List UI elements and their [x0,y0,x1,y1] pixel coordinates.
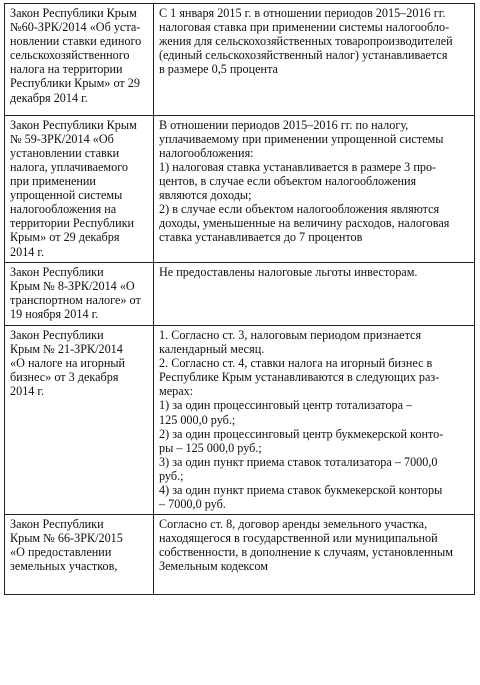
law-reference-line: установлении ставки [10,145,120,160]
law-reference-line: № 59-ЗРК/2014 «Об [10,131,114,146]
law-reference-line: транспортном налоге» от [10,292,141,307]
provision-text-line: ры – 125 000,0 руб.; [159,440,262,455]
provision-text-cell [154,325,475,514]
provision-text-line: руб.; [159,468,184,483]
provision-text-line: налогообложения: [159,145,254,160]
provision-text-line: Земельным кодексом [159,559,269,574]
provision-text-line: Согласно ст. 8, договор аренды земельного участка, [159,517,428,532]
provision-text-line: 1) за один процессинговый центр тотализатора – [159,398,413,413]
provision-text-line: С 1 января 2015 г. в отношении периодов 2015–2016 гг. [159,6,446,20]
provision-text-line: центов, в случае если объектом налогообложения [159,174,417,189]
provision-text-line: мерах: [159,384,194,399]
law-reference-line: налогообложения на [10,202,117,217]
provision-text-line: 3) за один пункт приема ставок тотализатора – 7000,0 [159,454,438,469]
table-body [5,4,475,595]
provision-text-line: уплачиваемому при применении упрощенной системы [159,131,444,146]
provision-text-line: 2) в случае если объектом налогообложения являются [159,202,440,217]
table-row [5,515,475,594]
table-row [5,262,475,325]
law-reference-line: «О налоге на игорный [10,356,126,371]
provision-text-line: (единый сельскохозяйственный налог) устанавливается [159,48,448,63]
provision-text-line: являются доходы; [159,188,252,203]
provision-text-line: Республике Крым устанавливаются в следующих раз- [159,370,440,385]
table-row [5,325,475,514]
law-reference-cell [5,262,154,325]
provision-text-cell [154,262,475,325]
law-reference-line: Крым № 21-ЗРК/2014 [10,342,123,357]
law-table [4,3,475,595]
provision-text-line: находящегося в государственной или муниципальной [159,531,438,546]
law-reference-line: Закон Республики Крым [10,117,137,132]
law-reference-line: №60-ЗРК/2014 «Об уста- [10,20,141,35]
provision-text-cell [154,4,475,116]
law-reference-line: Закон Республики [10,264,104,279]
law-reference-cell [5,325,154,514]
law-reference-line: декабря 2014 г. [10,90,88,105]
provision-text-line: доходы, уменьшенные на величину расходов, налоговая [159,216,450,231]
provision-text-line: ставка устанавливается до 7 процентов [159,230,363,245]
law-reference-line: налога, уплачиваемого [10,159,128,174]
law-reference-line: 2014 г. [10,244,45,259]
provision-text-line: календарный месяц. [159,342,265,357]
law-reference-line: новлении ставки единого [10,34,142,49]
provision-text-cell [154,515,475,594]
law-reference-line: Закон Республики Крым [10,6,137,20]
law-reference-line: сельскохозяйственного [10,48,130,63]
table-row [5,115,475,262]
law-reference-line: налога на территории [10,62,123,77]
law-reference-line: бизнес» от 3 декабря [10,370,119,385]
law-reference-line: 19 ноября 2014 г. [10,306,99,321]
law-reference-cell [5,115,154,262]
provision-text-line: жения для сельскохозяйственных товаропроизводителей [159,34,453,49]
provision-text-line: В отношении периодов 2015–2016 гг. по налогу, [159,117,409,132]
law-reference-cell [5,4,154,116]
provision-text-line: налоговая ставка при применении системы налогообло- [159,20,450,35]
law-reference-line: Крым № 66-ЗРК/2015 [10,531,123,546]
law-reference-line: Закон Республики [10,517,104,532]
law-reference-line: территории Республики [10,216,135,231]
provision-text-line: 1) налоговая ставка устанавливается в размере 3 про- [159,159,437,174]
provision-text-line: в размере 0,5 процента [159,62,278,77]
law-reference-line: упрощенной системы [10,188,123,203]
provision-text-line: 125 000,0 руб.; [159,412,236,427]
provision-text-cell [154,115,475,262]
law-reference-line: при применении [10,174,96,189]
law-reference-line: Республики Крым» от 29 [10,76,140,91]
law-reference-line: «О предоставлении [10,545,112,560]
law-reference-line: Крым № 8-ЗРК/2014 «О [10,278,135,293]
law-reference-line: Закон Республики [10,327,104,342]
provision-text-line: 1. Согласно ст. 3, налоговым периодом признается [159,327,422,342]
provision-text-line: 2) за один процессинговый центр букмекерской конто- [159,426,444,441]
law-reference-line: Крым» от 29 декабря [10,230,120,245]
law-reference-cell [5,515,154,594]
provision-text-line: Не предоставлены налоговые льготы инвесторам. [159,264,418,279]
law-reference-line: земельных участков, [10,559,118,574]
provision-text-line: 4) за один пункт приема ставок букмекерской конторы [159,483,443,497]
provision-text-line: собственности, в дополнение к случаям, установленным [159,545,453,560]
provision-text-line: 2. Согласно ст. 4, ставки налога на игорный бизнес в [159,356,433,371]
table-row [5,4,475,116]
law-reference-line: 2014 г. [10,384,45,399]
provision-text-line: – 7000,0 руб. [159,497,226,512]
